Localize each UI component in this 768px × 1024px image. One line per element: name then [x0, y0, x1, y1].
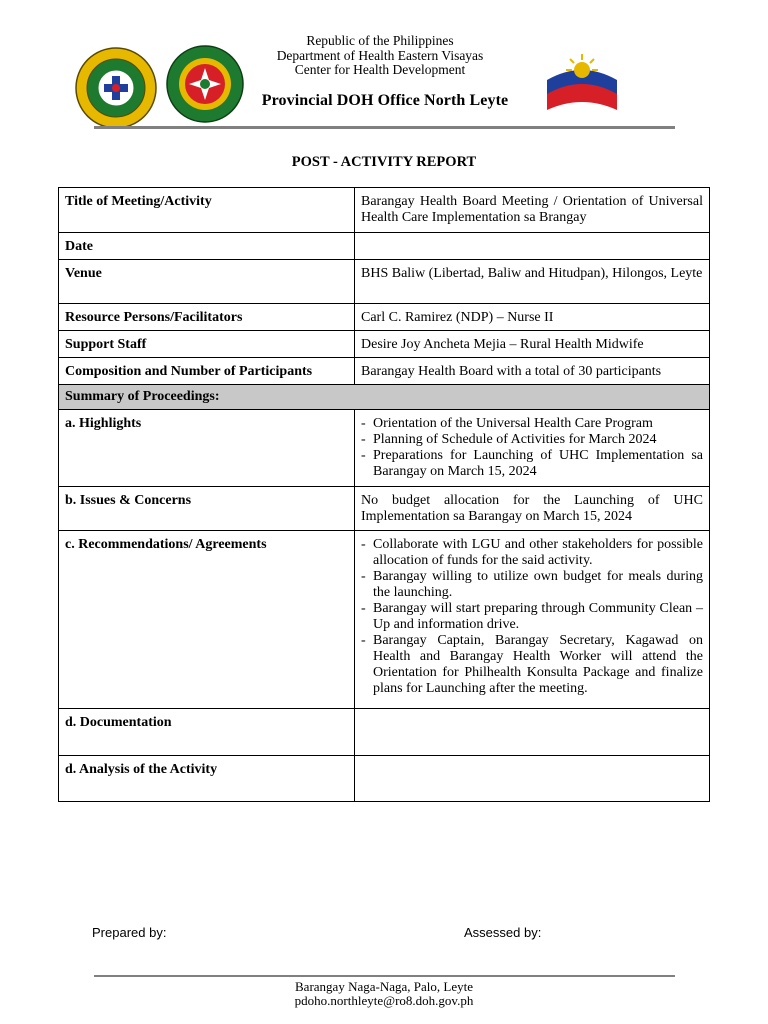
issues-label: b. Issues & Concerns	[59, 487, 355, 531]
list-item: - Collaborate with LGU and other stakeholders for possible allocation of funds for the said activity.	[361, 537, 703, 569]
letterhead-lines	[230, 34, 530, 78]
footer-divider	[94, 975, 675, 977]
documentation-value	[355, 709, 710, 756]
highlights-value	[355, 410, 710, 487]
philippine-flag-emblem-logo	[543, 50, 621, 116]
footer-email: pdoho.northleyte@ro8.doh.gov.ph	[294, 993, 474, 1008]
summary-header-row	[59, 385, 710, 410]
table-row	[59, 410, 710, 487]
row-value-date	[355, 233, 710, 260]
center-line: Center for Health Development	[294, 62, 466, 77]
row-value-title: Barangay Health Board Meeting / Orientation of Universal Health Care Implementation sa Brangay	[355, 188, 710, 233]
row-label-participants: Composition and Number of Participants	[59, 358, 355, 385]
table-row	[59, 487, 710, 531]
footer-address: Barangay Naga-Naga, Palo, Leyte	[295, 979, 473, 994]
table-row	[59, 188, 710, 233]
row-label-resource-persons: Resource Persons/Facilitators	[59, 304, 355, 331]
table-row	[59, 331, 710, 358]
list-item: - Planning of Schedule of Activities for March 2024	[361, 432, 703, 448]
analysis-label: d. Analysis of the Activity	[59, 756, 355, 802]
table-row	[59, 304, 710, 331]
table-row	[59, 233, 710, 260]
table-row	[59, 358, 710, 385]
office-name: Provincial DOH Office North Leyte	[261, 92, 509, 109]
department-line: Department of Health Eastern Visayas	[276, 47, 484, 63]
report-title: POST - ACTIVITY REPORT	[291, 154, 477, 170]
republic-line: Republic of the Philippines	[306, 33, 454, 48]
recommendations-value	[355, 531, 710, 709]
list-item: - Barangay willing to utilize own budget for meals during the launching.	[361, 569, 703, 601]
row-label-date: Date	[59, 233, 355, 260]
highlights-label: a. Highlights	[59, 410, 355, 487]
list-item: - Barangay Captain, Barangay Secretary, Kagawad on Health and Barangay Health Worker will attend the Orientation for Philhealth Konsulta Package and finalize plans for Launching after the meeting.	[361, 633, 703, 697]
table-row	[59, 260, 710, 304]
row-value-participants: Barangay Health Board with a total of 30 participants	[355, 358, 710, 385]
list-item: - Orientation of the Universal Health Care Program	[361, 416, 703, 432]
analysis-value	[355, 756, 710, 802]
row-label-venue: Venue	[59, 260, 355, 304]
row-value-support-staff: Desire Joy Ancheta Mejia – Rural Health Midwife	[355, 331, 710, 358]
table-row	[59, 756, 710, 802]
recommendations-list	[361, 537, 703, 697]
table-row	[59, 709, 710, 756]
row-value-resource-persons: Carl C. Ramirez (NDP) – Nurse II	[355, 304, 710, 331]
row-label-title: Title of Meeting/Activity	[59, 188, 355, 233]
header-divider	[94, 126, 675, 129]
row-label-support-staff: Support Staff	[59, 331, 355, 358]
highlights-list	[361, 416, 703, 480]
documentation-label: d. Documentation	[59, 709, 355, 756]
doh-seal-logo	[74, 46, 158, 130]
report-table	[58, 187, 710, 802]
summary-label: Summary of Proceedings:	[59, 385, 710, 410]
assessed-by-label: Assessed by:	[464, 925, 542, 940]
list-item: - Preparations for Launching of UHC Implementation sa Barangay on March 15, 2024	[361, 448, 703, 480]
footer	[0, 980, 768, 1008]
issues-value: No budget allocation for the Launching of UHC Implementation sa Barangay on March 15, 2024	[355, 487, 710, 531]
table-row	[59, 531, 710, 709]
recommendations-label: c. Recommendations/ Agreements	[59, 531, 355, 709]
letterhead	[0, 0, 768, 130]
row-value-venue: BHS Baliw (Libertad, Baliw and Hitudpan), Hilongos, Leyte	[355, 260, 710, 304]
list-item: - Barangay will start preparing through Community Clean – Up and information drive.	[361, 601, 703, 633]
prepared-by-label: Prepared by:	[92, 925, 167, 940]
